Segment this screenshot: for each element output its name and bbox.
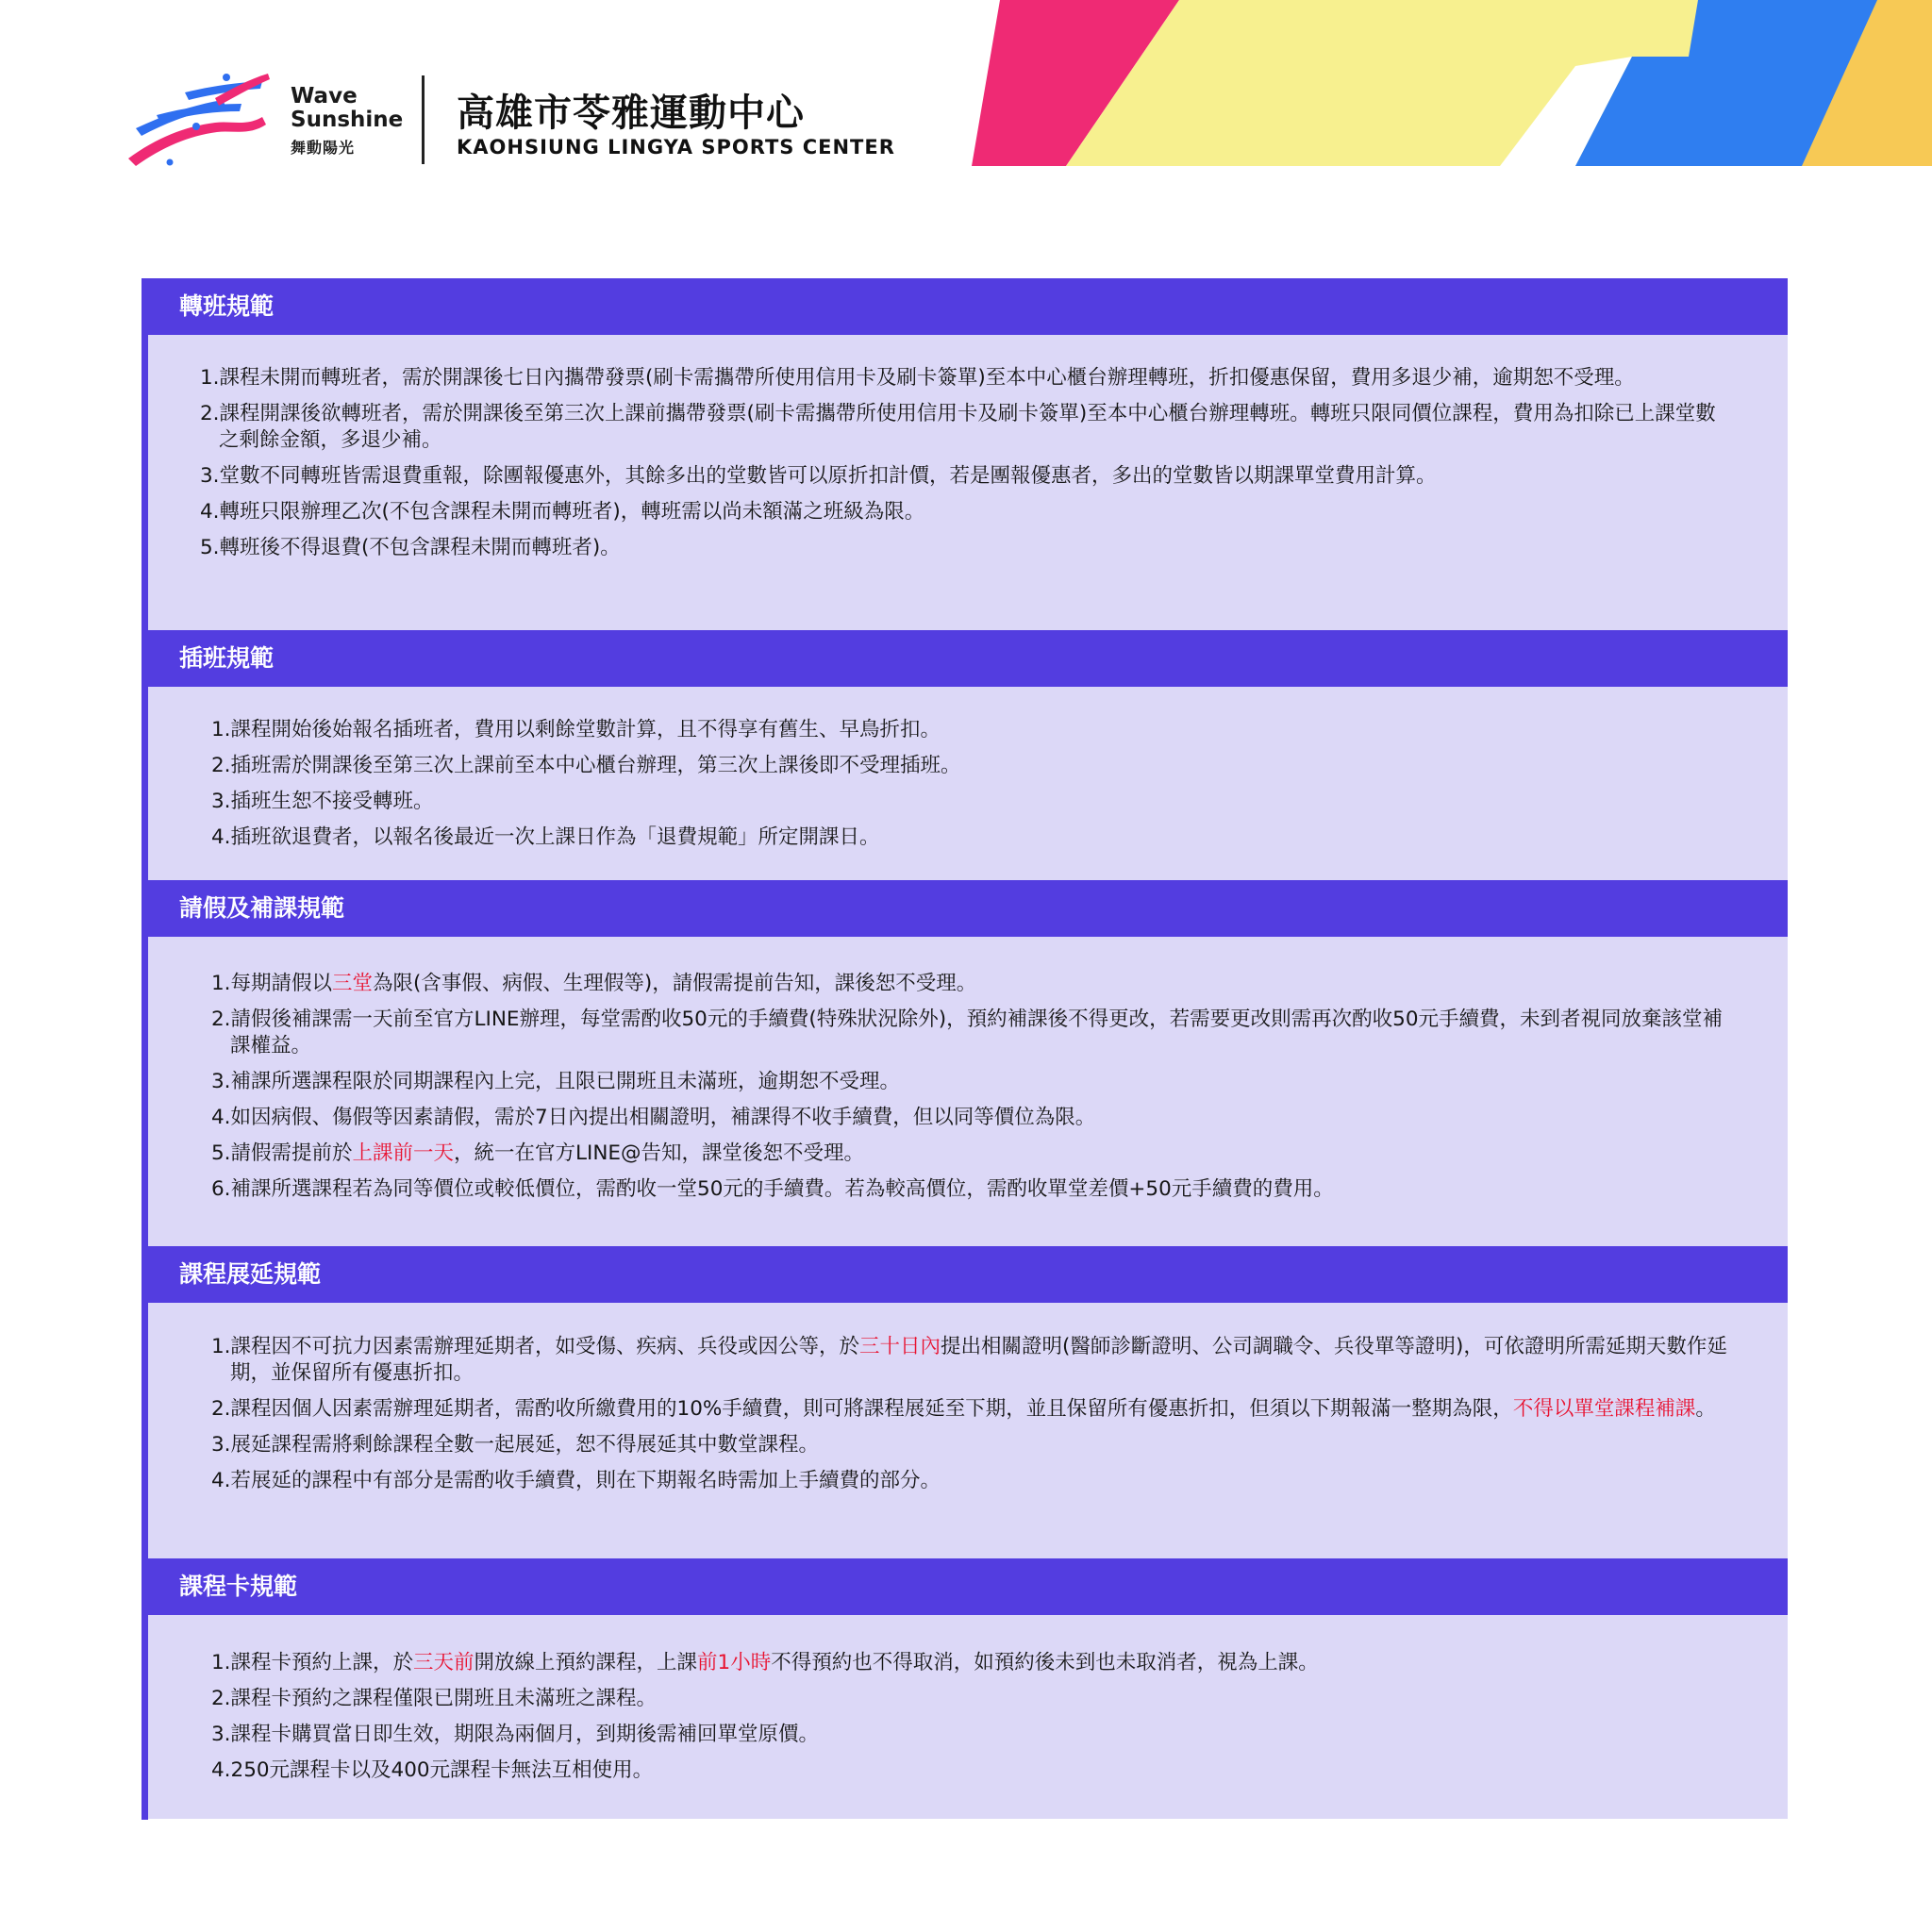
rule-text: 5.請假需提前於 [211,1141,353,1165]
rule-text: 不得預約也不得取消，如預約後未到也未取消者，視為上課。 [771,1651,1319,1674]
rules-content [142,278,1788,1819]
rule-item [211,717,1731,743]
rule-text: 2.請假後補課需一天前至官方LINE辦理，每堂需酌收50元的手續費(特殊狀況除外)，預約補課後不得更改，若需要更改則需再次酌收50元手續費，未到者視同放棄該堂補課權益。 [211,1008,1723,1058]
section-extension-rules [142,1246,1788,1558]
rule-text: 4.250元課程卡以及400元課程卡無法互相使用。 [211,1758,654,1782]
wave-sunshine-logo-icon [128,72,272,166]
section-title: 插班規範 [142,630,1788,687]
rule-text: 提出相關證明(醫師診斷證明、公司調職令、兵役單等證明)，可依證明所需延期天數作延期，並保留所有優惠折扣。 [230,1335,1727,1385]
section-transfer-rules [142,278,1788,630]
section-course-card-rules [142,1558,1788,1819]
rule-item [211,824,1731,851]
decorative-banner [972,0,1932,166]
rule-item [200,401,1731,454]
rule-item [211,1686,1731,1712]
highlight-text: 三十日內 [859,1335,941,1358]
center-name-en: KAOHSIUNG LINGYA SPORTS CENTER [457,136,895,158]
rule-item [200,499,1731,525]
rule-text: 2.課程卡預約之課程僅限已開班且未滿班之課程。 [211,1687,658,1710]
section-body [148,1615,1788,1819]
section-join-rules [142,630,1788,880]
section-body [148,1303,1788,1558]
highlight-text: 上課前一天 [352,1141,455,1165]
rule-text: 3.課程卡購買當日即生效，期限為兩個月，到期後需補回單堂原價。 [211,1723,820,1746]
rule-item [211,1069,1731,1095]
rule-text: 4.轉班只限辦理乙次(不包含課程未開而轉班者)，轉班需以尚未額滿之班級為限。 [200,500,925,524]
rule-item [211,1396,1731,1423]
highlight-text: 三堂 [332,972,374,995]
rule-item [211,1432,1731,1458]
rule-item [211,789,1731,815]
rule-item [211,1105,1731,1131]
section-body [148,687,1788,880]
rule-item [211,1141,1731,1167]
rule-text: 6.補課所選課程若為同等價位或較低價位，需酌收一堂50元的手續費。若為較高價位，需酌收單堂差價+50元手續費的費用。 [211,1177,1334,1201]
header-divider [422,75,425,164]
rule-item [211,1757,1731,1784]
highlight-text: 三天前 [413,1651,475,1674]
section-leave-makeup-rules [142,880,1788,1246]
rule-text: 4.若展延的課程中有部分是需酌收手續費，則在下期報名時需加上手續費的部分。 [211,1469,941,1492]
rule-text: 4.如因病假、傷假等因素請假，需於7日內提出相關證明，補課得不收手續費，但以同等價位為限。 [211,1106,1096,1129]
section-title: 轉班規範 [142,278,1788,335]
rule-item [211,1176,1731,1203]
section-title: 課程展延規範 [142,1246,1788,1303]
rule-text: 2.課程因個人因素需辦理延期者，需酌收所繳費用的10%手續費，則可將課程展延至下期，並且保留所有優惠折扣，但須以下期報滿一整期為限， [211,1397,1513,1421]
section-title: 請假及補課規範 [142,880,1788,937]
rule-text: 2.插班需於開課後至第三次上課前至本中心櫃台辦理，第三次上課後即不受理插班。 [211,754,961,777]
rule-item [211,1468,1731,1494]
rule-text: 3.展延課程需將剩餘課程全數一起展延，恕不得展延其中數堂課程。 [211,1433,820,1457]
rule-item [211,753,1731,779]
rule-item [211,1722,1731,1748]
center-name-zh: 高雄市苓雅運動中心 [457,92,805,135]
rule-text: 開放線上預約課程，上課 [474,1651,698,1674]
rule-text: 3.補課所選課程限於同期課程內上完，且限已開班且未滿班，逾期恕不受理。 [211,1070,901,1093]
section-body [148,937,1788,1246]
rule-item [200,463,1731,490]
rule-text: 為限(含事假、病假、生理假等)，請假需提前告知，課後恕不受理。 [373,972,977,995]
rule-item [200,365,1731,391]
rule-item [211,1650,1731,1676]
rule-text: 2.課程開課後欲轉班者，需於開課後至第三次上課前攜帶發票(刷卡需攜帶所使用信用卡及刷卡簽單)至本中心櫃台辦理轉班。轉班只限同價位課程，費用為扣除已上課堂數之剩餘金額，多退少補。 [200,402,1716,452]
rule-text: ，統一在官方LINE@告知，課堂後恕不受理。 [454,1141,865,1165]
page-header [0,0,1932,168]
rule-text: 3.插班生恕不接受轉班。 [211,790,434,813]
rule-text: 1.每期請假以 [211,972,333,995]
rule-item [200,535,1731,561]
section-title: 課程卡規範 [142,1558,1788,1615]
rule-text: 4.插班欲退費者，以報名後最近一次上課日作為「退費規範」所定開課日。 [211,825,880,849]
rule-item [211,971,1731,997]
rule-text: 1.課程卡預約上課，於 [211,1651,414,1674]
rule-item [211,1334,1731,1387]
section-body [148,335,1788,630]
highlight-text: 前1小時 [697,1651,772,1674]
rule-text: 5.轉班後不得退費(不包含課程未開而轉班者)。 [200,536,621,559]
highlight-text: 不得以單堂課程補課 [1512,1397,1696,1421]
rule-text: 3.堂數不同轉班皆需退費重報，除團報優惠外，其餘多出的堂數皆可以原折扣計價，若是團報優惠者，多出的堂數皆以期課單堂費用計算。 [200,464,1437,488]
rule-text: 。 [1695,1397,1716,1421]
brand-name-zh: 舞動陽光 [291,139,356,157]
rule-text: 1.課程因不可抗力因素需辦理延期者，如受傷、疾病、兵役或因公等，於 [211,1335,860,1358]
rule-text: 1.課程開始後始報名插班者，費用以剩餘堂數計算，且不得享有舊生、早鳥折扣。 [211,718,941,741]
rule-item [211,1007,1731,1059]
brand-name-en: Wave Sunshine [291,84,404,132]
rule-text: 1.課程未開而轉班者，需於開課後七日內攜帶發票(刷卡需攜帶所使用信用卡及刷卡簽單)至本中心櫃台辦理轉班，折扣優惠保留，費用多退少補，逾期恕不受理。 [200,366,1635,390]
